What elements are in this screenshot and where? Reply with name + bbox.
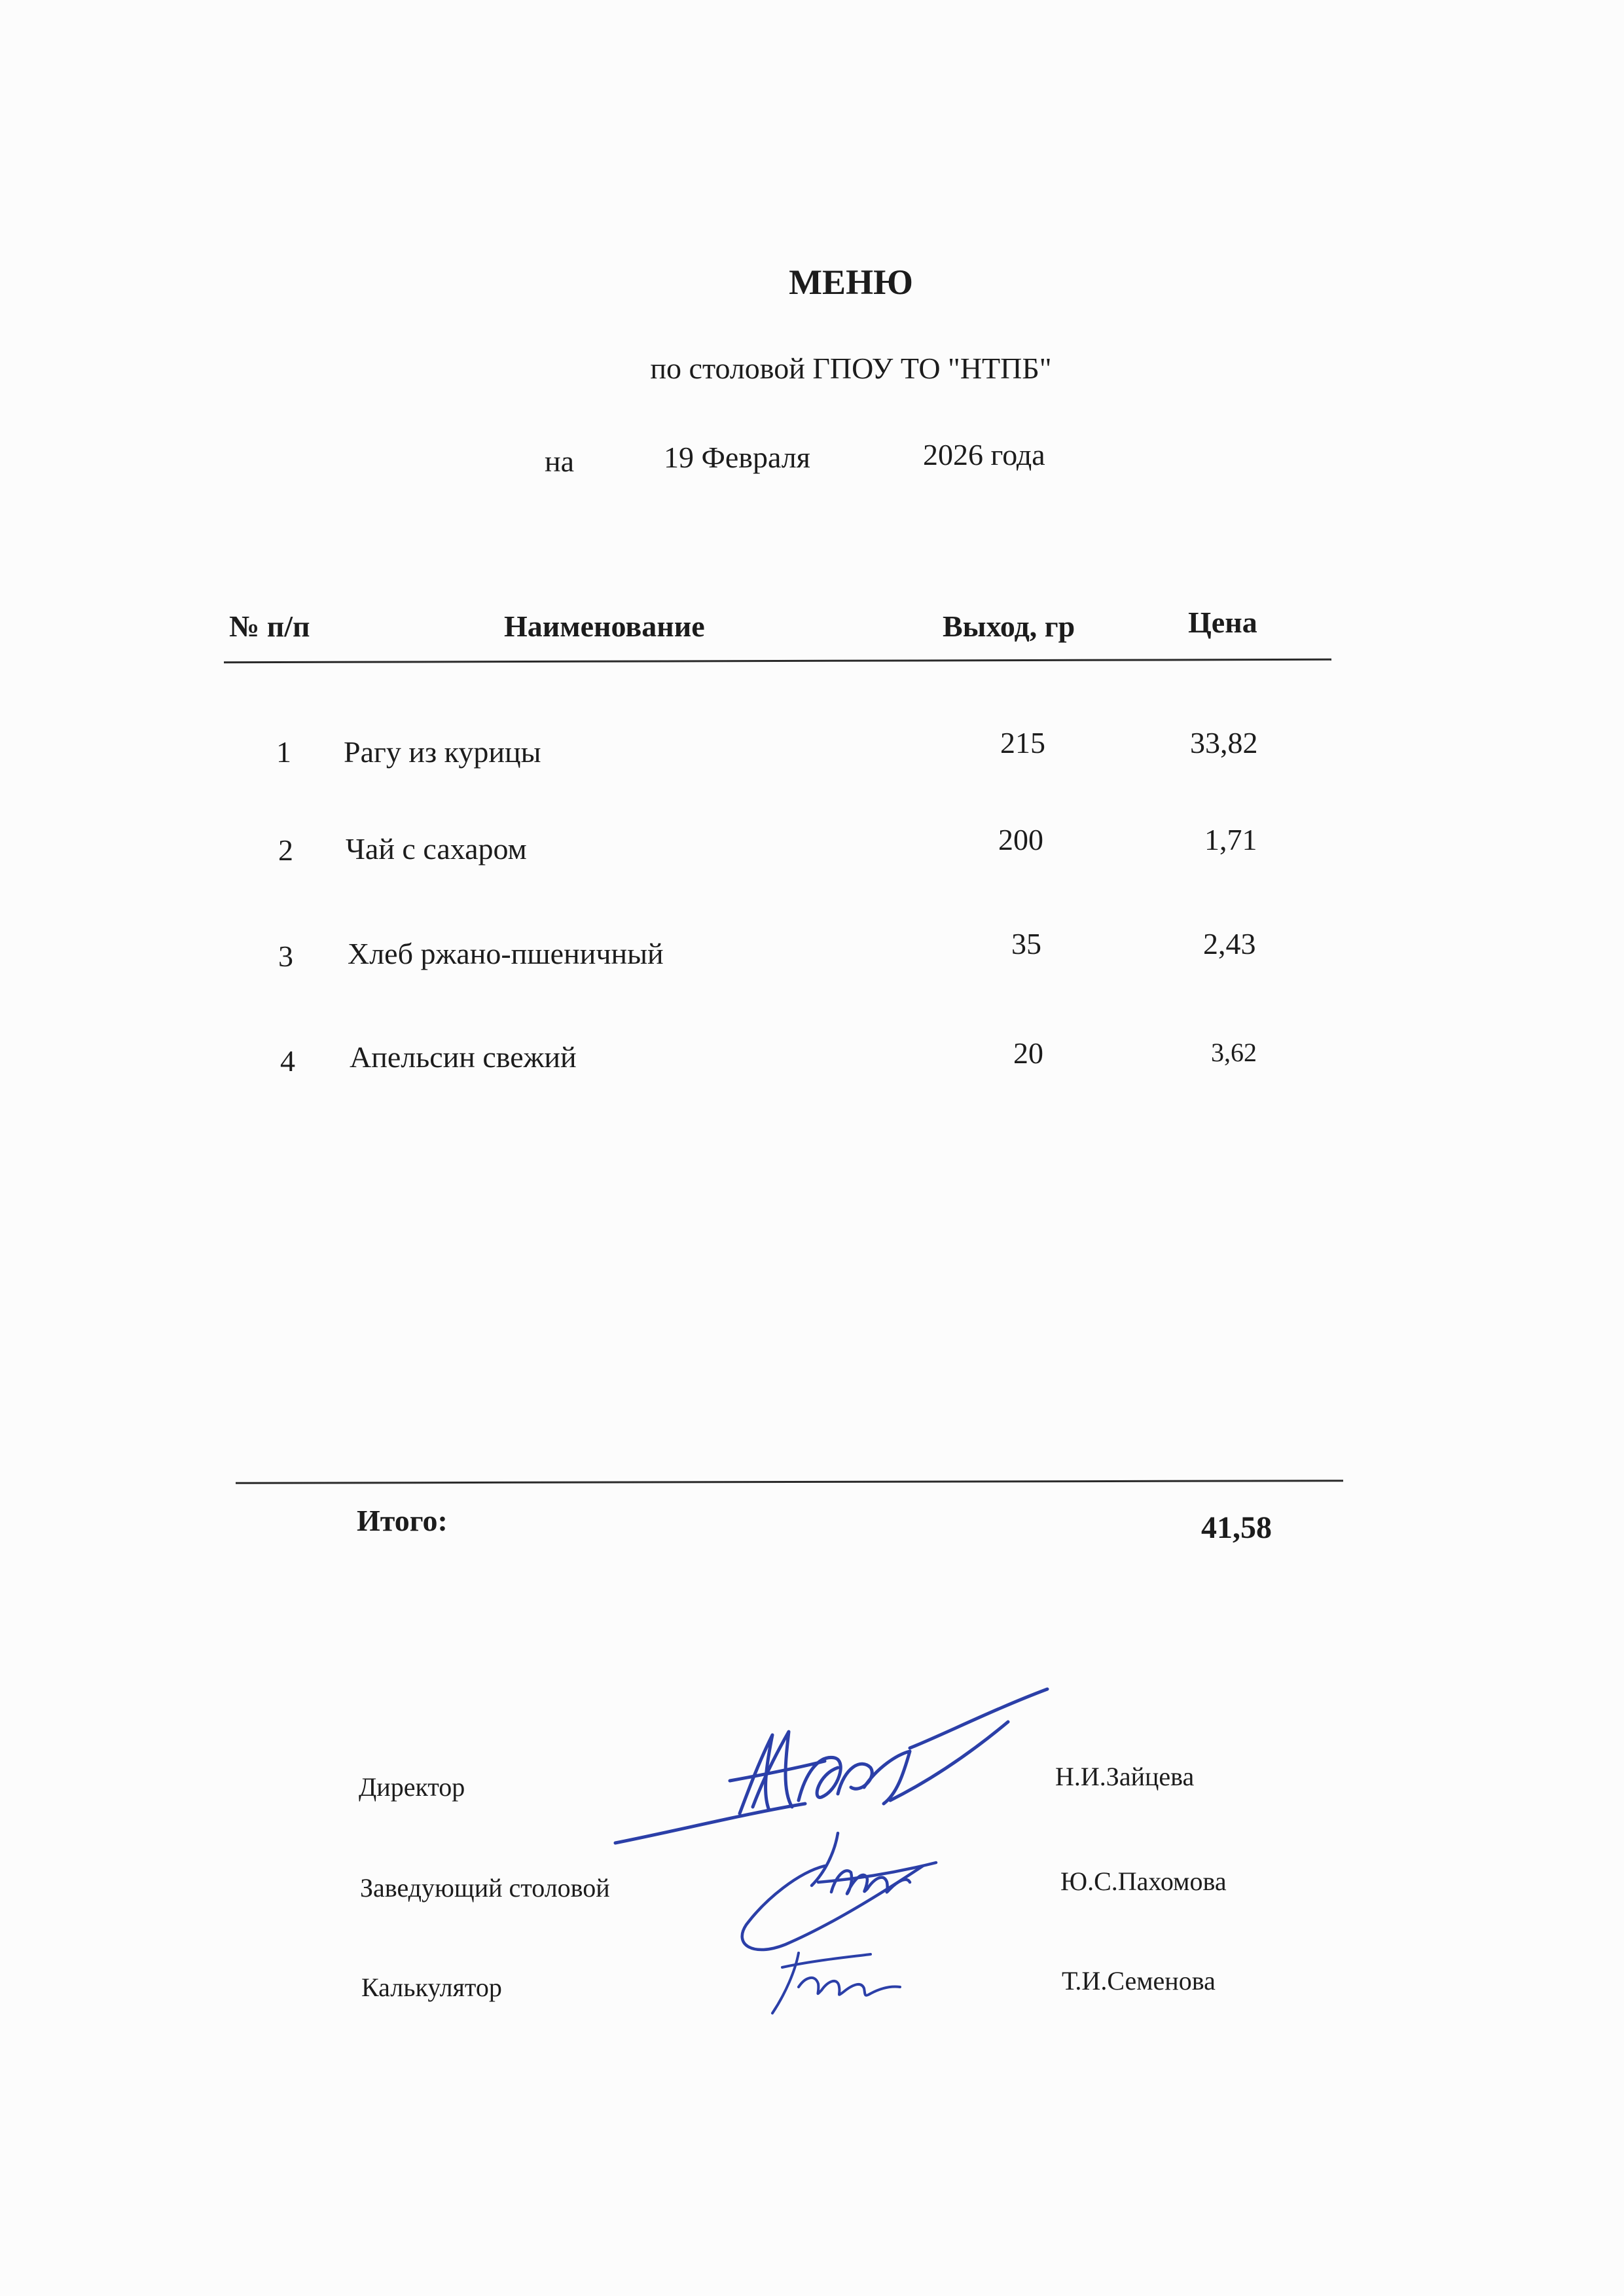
- row-3-price: 2,43: [1203, 927, 1256, 960]
- signature-person-calculator: Т.И.Семенова: [1062, 1966, 1216, 1995]
- row-4-output: 20: [1013, 1036, 1043, 1070]
- header-divider: [224, 659, 1331, 663]
- row-4-name: Апельсин свежий: [350, 1040, 577, 1074]
- total-value: 41,58: [1201, 1510, 1272, 1545]
- row-3-name: Хлеб ржано-пшеничный: [348, 937, 664, 970]
- column-header-price: Цена: [1188, 606, 1257, 639]
- row-4-price: 3,62: [1211, 1038, 1257, 1067]
- total-label: Итого:: [357, 1504, 448, 1537]
- row-1-output: 215: [1000, 726, 1045, 759]
- signature-person-canteen-head: Ю.С.Пахомова: [1060, 1867, 1227, 1896]
- date-day: 19 Февраля: [664, 441, 810, 474]
- row-1-price: 33,82: [1190, 726, 1258, 759]
- date-year: 2026 года: [923, 438, 1045, 471]
- row-2-number: 2: [278, 833, 293, 867]
- canteen-head-signature-scribble: [727, 1827, 943, 1964]
- column-header-number: № п/п: [229, 610, 310, 643]
- row-3-number: 3: [278, 939, 293, 973]
- date-prefix: на: [545, 445, 575, 478]
- total-divider: [236, 1480, 1343, 1484]
- row-2-price: 1,71: [1204, 823, 1257, 856]
- document-subtitle: по столовой ГПОУ ТО "НТПБ": [650, 352, 1052, 385]
- calculator-signature-scribble: [759, 1948, 910, 2020]
- row-1-name: Рагу из курицы: [344, 735, 541, 769]
- column-header-name: Наименование: [504, 610, 705, 643]
- signature-role-calculator: Калькулятор: [361, 1973, 502, 2002]
- row-1-number: 1: [276, 735, 291, 769]
- signature-role-director: Директор: [359, 1772, 465, 1802]
- column-header-output: Выход, гр: [943, 610, 1075, 643]
- row-3-output: 35: [1011, 927, 1041, 960]
- signature-person-director: Н.И.Зайцева: [1055, 1762, 1195, 1791]
- row-2-name: Чай с сахаром: [346, 832, 527, 866]
- row-2-output: 200: [998, 823, 1043, 856]
- document-title: МЕНЮ: [789, 263, 913, 302]
- signature-role-canteen-head: Заведующий столовой: [360, 1873, 610, 1903]
- row-4-number: 4: [280, 1044, 295, 1078]
